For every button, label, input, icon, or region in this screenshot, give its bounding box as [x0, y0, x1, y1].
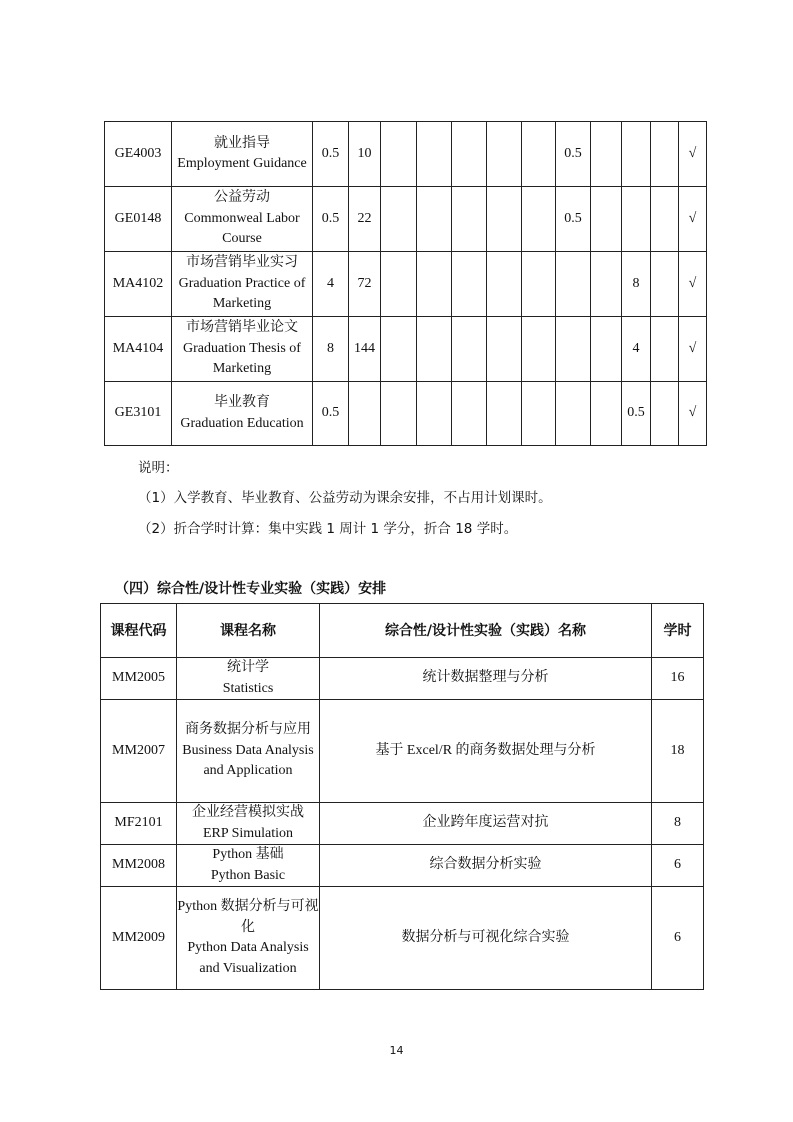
- semester-cell: [522, 187, 556, 252]
- section-title: （四）综合性/设计性专业实验（实践）安排: [115, 581, 387, 597]
- semester-cell: [622, 187, 651, 252]
- semester-cell: [381, 317, 417, 382]
- experiment-table: [100, 603, 704, 990]
- semester-cell: [487, 187, 522, 252]
- course-code: MM2007: [101, 700, 177, 803]
- semester-cell: [522, 382, 556, 446]
- course-name-cn: 市场营销毕业论文: [186, 320, 298, 336]
- header-course-name: 课程名称: [177, 604, 320, 658]
- course-name-en: Graduation Practice of Marketing: [178, 275, 306, 312]
- course-code: MA4102: [105, 252, 172, 317]
- course-code: MM2005: [101, 658, 177, 700]
- semester-cell: [452, 252, 487, 317]
- course-name: [172, 382, 313, 446]
- course-name: [177, 845, 320, 887]
- hours-cell: 22: [349, 187, 381, 252]
- semester-cell: [556, 382, 591, 446]
- course-name-cn: 市场营销毕业实习: [186, 255, 298, 271]
- semester-cell: [622, 122, 651, 187]
- hours-cell: [349, 382, 381, 446]
- semester-cell: [417, 187, 452, 252]
- check-cell: √: [679, 187, 707, 252]
- hours-cell: 10: [349, 122, 381, 187]
- semester-cell: [487, 252, 522, 317]
- course-code: GE3101: [105, 382, 172, 446]
- table-row: [101, 658, 704, 700]
- check-cell: √: [679, 122, 707, 187]
- check-cell: √: [679, 317, 707, 382]
- course-name-en: Employment Guidance: [177, 156, 307, 171]
- credit-cell: 0.5: [313, 122, 349, 187]
- credit-cell: 0.5: [313, 187, 349, 252]
- credit-cell: 8: [313, 317, 349, 382]
- note-item-2: （2）折合学时计算：集中实践 1 周计 1 学分，折合 18 学时。: [138, 521, 518, 537]
- semester-cell: [487, 382, 522, 446]
- table-row: [101, 803, 704, 845]
- course-name-en: Business Data Analysis and Application: [182, 742, 314, 779]
- table-row: [101, 845, 704, 887]
- semester-cell: [651, 382, 679, 446]
- semester-cell: [381, 122, 417, 187]
- course-name-en: Commonweal Labor Course: [184, 210, 300, 247]
- course-name: [177, 887, 320, 990]
- course-name: [177, 803, 320, 845]
- notes-title: 说明：: [138, 460, 179, 476]
- course-name-cn: Python 数据分析与可视化: [177, 899, 319, 935]
- semester-cell: [452, 317, 487, 382]
- semester-cell: [591, 382, 622, 446]
- semester-cell: [417, 382, 452, 446]
- check-cell: √: [679, 382, 707, 446]
- check-cell: √: [679, 252, 707, 317]
- table-row: [101, 700, 704, 803]
- semester-cell: [591, 187, 622, 252]
- semester-cell: 0.5: [556, 122, 591, 187]
- header-course-code: 课程代码: [101, 604, 177, 658]
- semester-cell: [591, 252, 622, 317]
- semester-cell: 4: [622, 317, 651, 382]
- course-code: GE0148: [105, 187, 172, 252]
- semester-cell: [487, 317, 522, 382]
- experiment-hours: 6: [652, 887, 704, 990]
- semester-cell: [651, 317, 679, 382]
- hours-cell: 72: [349, 252, 381, 317]
- course-code: MA4104: [105, 317, 172, 382]
- semester-cell: 0.5: [622, 382, 651, 446]
- course-name-en: ERP Simulation: [202, 825, 294, 841]
- experiment-name: 综合数据分析实验: [320, 845, 652, 887]
- practice-course-table: [104, 121, 707, 446]
- course-name-en: Python Data Analysis and Visualization: [187, 940, 309, 976]
- semester-cell: [381, 187, 417, 252]
- semester-cell: 8: [622, 252, 651, 317]
- semester-cell: [381, 252, 417, 317]
- course-name-en: Python Basic: [210, 867, 286, 883]
- course-name-cn: 毕业教育: [214, 395, 270, 410]
- course-name-cn: 公益劳动: [214, 190, 270, 206]
- semester-cell: [522, 252, 556, 317]
- semester-cell: [452, 122, 487, 187]
- semester-cell: [556, 317, 591, 382]
- experiment-name: 统计数据整理与分析: [320, 658, 652, 700]
- semester-cell: [417, 252, 452, 317]
- table-row: [101, 887, 704, 990]
- course-name: [172, 122, 313, 187]
- header-experiment-name: 综合性/设计性实验（实践）名称: [320, 604, 652, 658]
- course-name-cn: 就业指导: [214, 135, 270, 151]
- course-code: MM2008: [101, 845, 177, 887]
- course-name-cn: 统计学: [227, 660, 269, 675]
- course-code: MM2009: [101, 887, 177, 990]
- semester-cell: [452, 187, 487, 252]
- credit-cell: 4: [313, 252, 349, 317]
- credit-cell: 0.5: [313, 382, 349, 446]
- semester-cell: [591, 317, 622, 382]
- experiment-hours: 6: [652, 845, 704, 887]
- course-name: [177, 700, 320, 803]
- course-name-en: Graduation Thesis of Marketing: [183, 340, 301, 377]
- semester-cell: [651, 122, 679, 187]
- header-hours: 学时: [652, 604, 704, 658]
- course-name: [177, 658, 320, 700]
- note-item-1: （1）入学教育、毕业教育、公益劳动为课余安排，不占用计划课时。: [138, 490, 552, 506]
- semester-cell: [417, 122, 452, 187]
- semester-cell: [556, 252, 591, 317]
- experiment-hours: 18: [652, 700, 704, 803]
- table-row: [105, 382, 707, 446]
- table-row: [105, 122, 707, 187]
- table-row: [105, 252, 707, 317]
- course-name: [172, 317, 313, 382]
- semester-cell: [417, 317, 452, 382]
- experiment-name: 企业跨年度运营对抗: [320, 803, 652, 845]
- course-name-cn: Python 基础: [212, 847, 284, 862]
- hours-cell: 144: [349, 317, 381, 382]
- semester-cell: [522, 317, 556, 382]
- experiment-hours: 16: [652, 658, 704, 700]
- semester-cell: [487, 122, 522, 187]
- page-number: 14: [389, 1044, 404, 1057]
- semester-cell: 0.5: [556, 187, 591, 252]
- experiment-name: 数据分析与可视化综合实验: [320, 887, 652, 990]
- course-code: GE4003: [105, 122, 172, 187]
- course-code: MF2101: [101, 803, 177, 845]
- experiment-name: 基于 Excel/R 的商务数据处理与分析: [320, 700, 652, 803]
- course-name: [172, 187, 313, 252]
- table-row: [105, 187, 707, 252]
- course-name-en: Statistics: [222, 680, 274, 696]
- course-name-en: Graduation Education: [180, 415, 304, 431]
- semester-cell: [651, 252, 679, 317]
- experiment-table-header: [101, 604, 704, 658]
- table-row: [105, 317, 707, 382]
- semester-cell: [381, 382, 417, 446]
- semester-cell: [651, 187, 679, 252]
- course-name: [172, 252, 313, 317]
- experiment-hours: 8: [652, 803, 704, 845]
- semester-cell: [522, 122, 556, 187]
- semester-cell: [452, 382, 487, 446]
- semester-cell: [591, 122, 622, 187]
- course-name-cn: 商务数据分析与应用: [185, 722, 311, 738]
- course-name-cn: 企业经营模拟实战: [192, 805, 304, 820]
